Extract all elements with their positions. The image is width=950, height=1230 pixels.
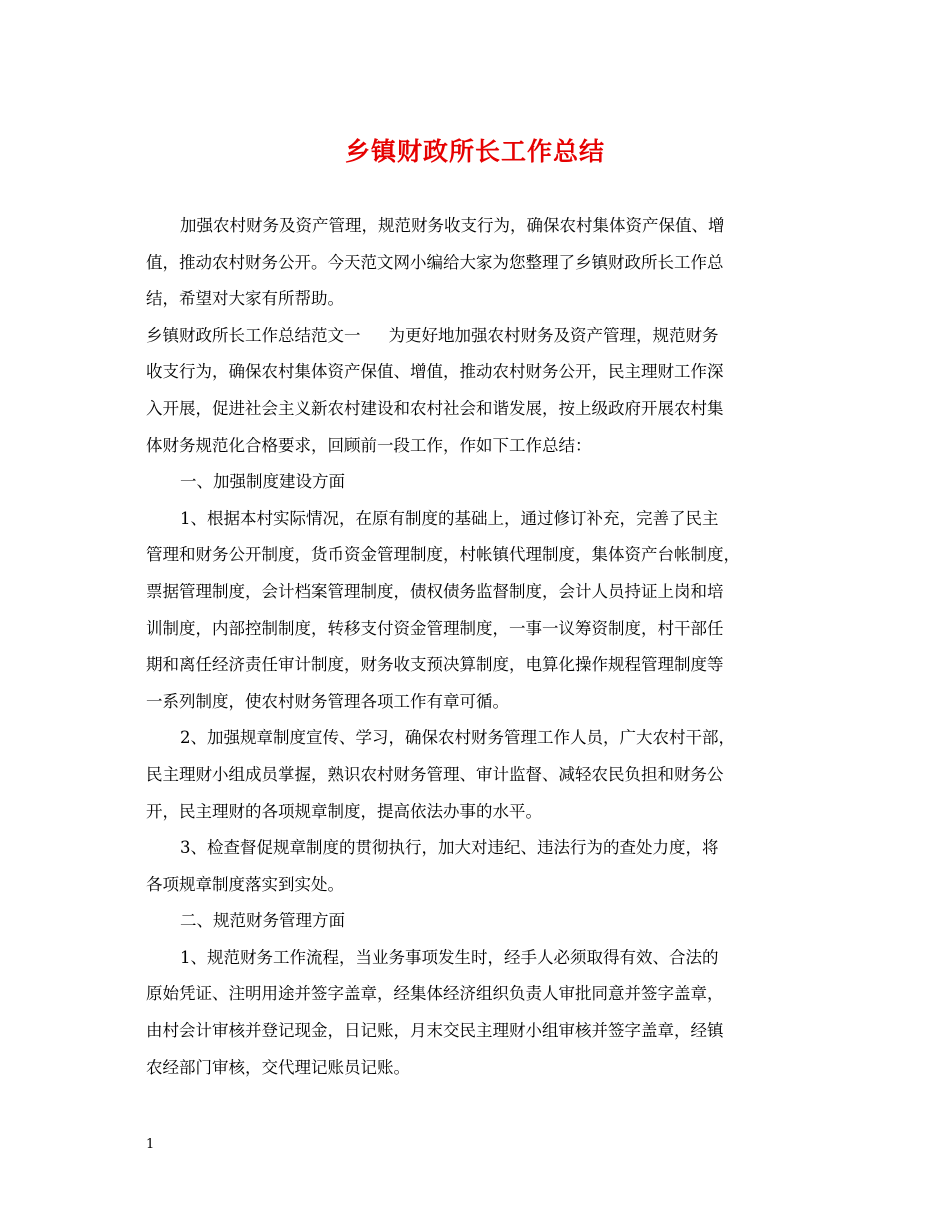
text-line: 2、加强规章制度宣传、学习，确保农村财务管理工作人员，广大农村干部，: [180, 728, 735, 748]
text-line: 期和离任经济责任审计制度，财务收支预决算制度，电算化操作规程管理制度等: [146, 655, 724, 675]
text-line: 农经部门审核，交代理记账员记账。: [146, 1057, 410, 1077]
text-line: 管理和财务公开制度，货币资金管理制度，村帐镇代理制度，集体资产台帐制度，: [146, 545, 740, 565]
document-title: 乡镇财政所长工作总结: [344, 137, 605, 166]
text-line: 1、规范财务工作流程，当业务事项发生时，经手人必须取得有效、合法的: [180, 947, 719, 967]
text-line: 各项规章制度落实到实处。: [146, 874, 344, 894]
text-line: 结，希望对大家有所帮助。: [146, 289, 344, 309]
text-line-continuation: 为更好地加强农村财务及资产管理，规范财务: [388, 325, 719, 345]
page-number: 1: [146, 1137, 155, 1152]
text-line: 训制度，内部控制制度，转移支付资金管理制度，一事一议筹资制度，村干部任: [146, 618, 724, 638]
text-line: 收支行为，确保农村集体资产保值、增值，推动农村财务公开，民主理财工作深: [146, 362, 724, 382]
text-line: 入开展，促进社会主义新农村建设和农村社会和谐发展，按上级政府开展农村集: [146, 398, 724, 418]
text-line: 开，民主理财的各项规章制度，提高依法办事的水平。: [146, 801, 542, 821]
text-line: 原始凭证、注明用途并签字盖章，经集体经济组织负责人审批同意并签字盖章，: [146, 984, 724, 1004]
text-line: 民主理财小组成员掌握，熟识农村财务管理、审计监督、减轻农民负担和财务公: [146, 764, 724, 784]
text-line: 1、根据本村实际情况，在原有制度的基础上，通过修订补充，完善了民主: [180, 508, 719, 528]
section-heading-sample-one: 乡镇财政所长工作总结范文一: [146, 325, 361, 345]
text-line: 加强农村财务及资产管理，规范财务收支行为，确保农村集体资产保值、增: [180, 216, 725, 235]
text-line: 票据管理制度，会计档案管理制度，债权债务监督制度，会计人员持证上岗和培: [146, 581, 724, 601]
text-line: 体财务规范化合格要求，回顾前一段工作，作如下工作总结：: [146, 435, 592, 455]
text-line: 值，推动农村财务公开。今天范文网小编给大家为您整理了乡镇财政所长工作总: [146, 252, 724, 272]
text-line: 由村会计审核并登记现金，日记账，月末交民主理财小组审核并签字盖章，经镇: [146, 1021, 724, 1041]
document-body: [146, 208, 806, 1086]
section-heading: 二、规范财务管理方面: [180, 911, 345, 931]
text-line: 3、检查督促规章制度的贯彻执行，加大对违纪、违法行为的查处力度，将: [180, 838, 719, 858]
section-heading: 一、加强制度建设方面: [180, 472, 345, 492]
text-line: 一系列制度，使农村财务管理各项工作有章可循。: [146, 691, 509, 711]
text-line: [146, 318, 806, 355]
